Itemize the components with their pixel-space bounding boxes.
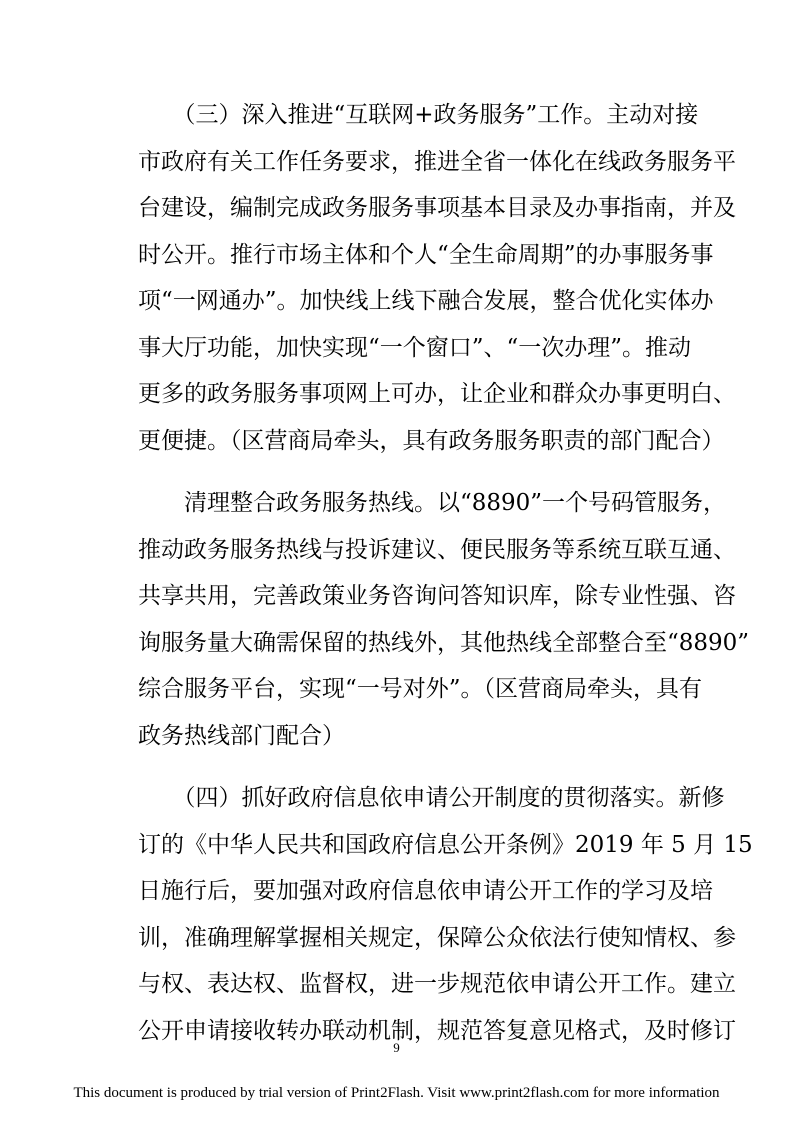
text-line: 日施行后，要加强对政府信息依申请公开工作的学习及培 [138, 878, 713, 904]
text-line: （三）深入推进“互联网+政务服务”工作。主动对接 [138, 102, 699, 128]
text-line: 综合服务平台，实现“一号对外”。（区营商局牵头，具有 [138, 676, 703, 702]
text-line: 与权、表达权、监督权，进一步规范依申请公开工作。建立 [138, 971, 736, 997]
text-line: 台建设，编制完成政务服务事项基本目录及办事指南，并及 [138, 195, 736, 221]
text-line: 询服务量大确需保留的热线外，其他热线全部整合至“8890” [138, 629, 750, 656]
text-line: 推动政务服务热线与投诉建议、便民服务等系统互联互通、 [138, 536, 736, 563]
trial-watermark-note: This document is produced by trial version of Print2Flash. Visit www.print2flash.com for more information [73, 1085, 720, 1101]
text-line: 更多的政务服务事项网上可办，让企业和群众办事更明白、 [138, 381, 736, 407]
text-line: 清理整合政务服务热线。以“8890”一个号码管服务， [138, 490, 727, 516]
text-line: 公开申请接收转办联动机制，规范答复意见格式，及时修订 [138, 1017, 736, 1044]
text-line: （四）抓好政府信息依申请公开制度的贯彻落实。新修 [138, 785, 725, 811]
text-line: 项“一网通办”。加快线上线下融合发展，整合优化实体办 [138, 288, 714, 314]
text-line: 订的《中华人民共和国政府信息公开条例》2019 年 5 月 15 [138, 831, 753, 858]
text-line: 市政府有关工作任务要求，推进全省一体化在线政务服务平 [138, 148, 736, 175]
text-line: 训，准确理解掌握相关规定，保障公众依法行使知情权、参 [138, 924, 736, 951]
text-line: 政务热线部门配合） [138, 722, 345, 749]
text-line: 更便捷。（区营商局牵头，具有政务服务职责的部门配合） [138, 427, 725, 454]
text-line: 共享共用，完善政策业务咨询问答知识库，除专业性强、咨 [138, 583, 736, 609]
text-line: 事大厅功能，加快实现“一个窗口”、“一次办理”。推动 [138, 334, 692, 361]
page-number: 9 [393, 1040, 400, 1055]
text-line: 时公开。推行市场主体和个人“全生命周期”的办事服务事 [138, 241, 714, 268]
